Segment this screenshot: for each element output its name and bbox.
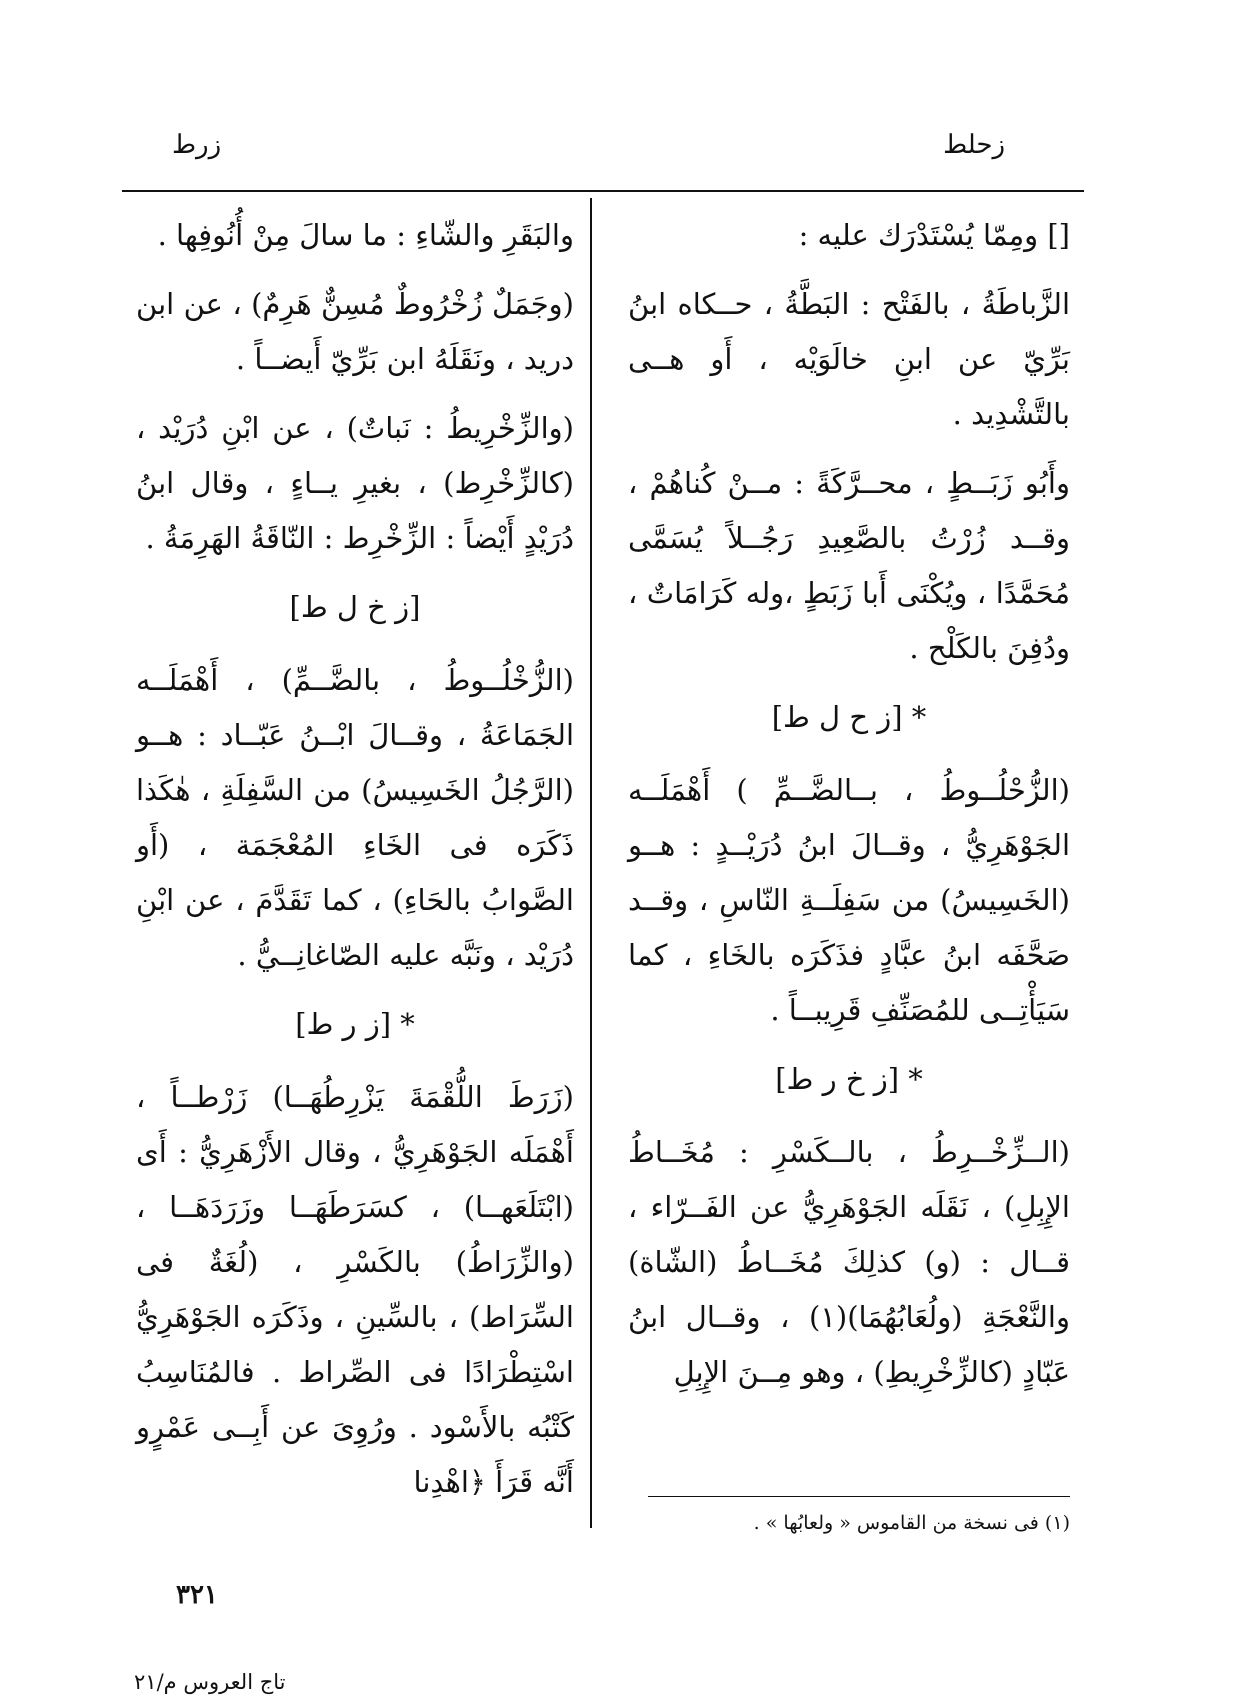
entry-paragraph: والبَقَرِ والشّاءِ : ما سالَ مِنْ أُنُوفِها .	[157, 218, 574, 252]
page-number: ٣٢١	[176, 1580, 218, 1610]
right-column	[628, 208, 1070, 1414]
entry-paragraph: وأَبُو زَبَــطٍ ، محــرَّكَةً : مــنْ كُناهُمْ ، وقــد زُرْتُ بالصَّعِيدِ رَجُــلاً يُسَمَّى مُحَمَّدًا ، ويُكْنَى أَبا زَبَطٍ ،وله كَرَامَاتٌ ، ودُفِنَ بالكَلْح .	[628, 466, 1070, 665]
running-head-left: زرط	[172, 130, 222, 160]
entry-heading: * [ز خ ر ط]	[775, 1062, 923, 1096]
running-head-right: زحلط	[943, 130, 1005, 160]
entry-paragraph: (زَرَطَ اللُّقْمَةَ يَزْرِطُهَــا) زَرْطــاً ، أَهْمَلَه الجَوْهَرِيُّ ، وقال الأَزْهَرِيُّ : أَى (ابْتَلَعَهــا) ، كسَرَطَهَــا وزَرَدَهَــا ، (والزِّرَاطُ) بالكَسْرِ ، (لُغَةٌ فى السِّرَاط) ، بالسِّينِ ، وذَكَرَه الجَوْهَرِيُّ اسْتِطْرَادًا فى الصِّراط . فالمُنَاسِبُ كَتْبُه بالأَسْود . ورُوِىَ عن أَبِــى عَمْرٍو أَنَّه قَرَأَ ﴿اهْدِنا	[136, 1080, 574, 1499]
entry-paragraph: (الــزِّخْــرِطُ ، بالــكَسْرِ : مُخَــاطُ الإِبِلِ) ، نَقَلَه الجَوْهَرِيُّ عن الفَــرّاء ، قــال : (و) كذلِكَ مُخَــاطُ (الشّاة) والنَّعْجَةِ (ولُعَابُهُمَا)(١) ، وقــال ابنُ عَبّادٍ (كالزِّخْرِيطِ) ، وهو مِــنَ الإِبِلِ	[628, 1135, 1070, 1389]
entry-heading: [ز خ ل ط]	[289, 590, 421, 624]
entry-paragraph: (الزُّخْلُــوطُ ، بالضَّــمِّ) ، أَهْمَلَــه الجَمَاعَةُ ، وقــالَ ابْــنُ عَبّــاد : هــو (الرَّجُلُ الخَسِيسُ) من السَّفِلَةِ ، هٰكَذا ذَكَرَه فى الخَاءِ المُعْجَمَة ، (أَو الصَّوابُ بالحَاءِ) ، كما تَقَدَّمَ ، عن ابْنِ دُرَيْد ، ونَبَّه عليه الصّاغانِــيُّ .	[136, 663, 574, 972]
left-column	[136, 208, 574, 1524]
footnote: (١) فى نسخة من القاموس « ولعابُها » .	[753, 1512, 1070, 1534]
entry-heading: * [ز ر ط]	[295, 1007, 415, 1041]
entry-paragraph: (والزِّخْرِيطُ : نَباتٌ) ، عن ابْنِ دُرَيْد ، (كالزِّخْرِط) ، بغيرِ يــاءٍ ، وقال ابنُ دُرَيْدٍ أَيْضاً : الزِّخْرِط : النّاقَةُ الهَرِمَةُ .	[136, 411, 574, 555]
column-divider	[590, 198, 592, 1528]
entry-paragraph: [] ومِمّا يُسْتَدْرَك عليه :	[798, 218, 1070, 252]
entry-paragraph: الزَّباطَةُ ، بالفَتْح : البَطَّةُ ، حــكاه ابنُ بَرِّيّ عن ابنِ خالَوَيْه ، أَو هــى بالتَّشْدِيد .	[628, 287, 1070, 431]
entry-paragraph: (الزُّحْلُــوطُ ، بــالضَّــمِّ ) أَهْمَلَــه الجَوْهَرِيُّ ، وقــالَ ابنُ دُرَيْــدٍ : هــو (الخَسِيسُ) من سَفِلَــةِ النّاسِ ، وقــد صَحَّفَه ابنُ عبَّادٍ فذَكَرَه بالخَاءِ ، كما سَيَأْتِــى للمُصَنِّفِ قَرِيبــاً .	[628, 773, 1070, 1027]
entry-paragraph: (وجَمَلٌ زُخْرُوطٌ مُسِنٌّ هَرِمٌ) ، عن ابن دريد ، ونَقَلَهُ ابن بَرِّيّ أَيضــاً .	[136, 287, 574, 376]
volume-signature: تاج العروس م/٢١	[134, 1670, 286, 1694]
footnote-rule	[648, 1496, 1070, 1497]
entry-heading: * [ز ح ل ط]	[771, 700, 927, 734]
header-rule	[122, 190, 1084, 192]
